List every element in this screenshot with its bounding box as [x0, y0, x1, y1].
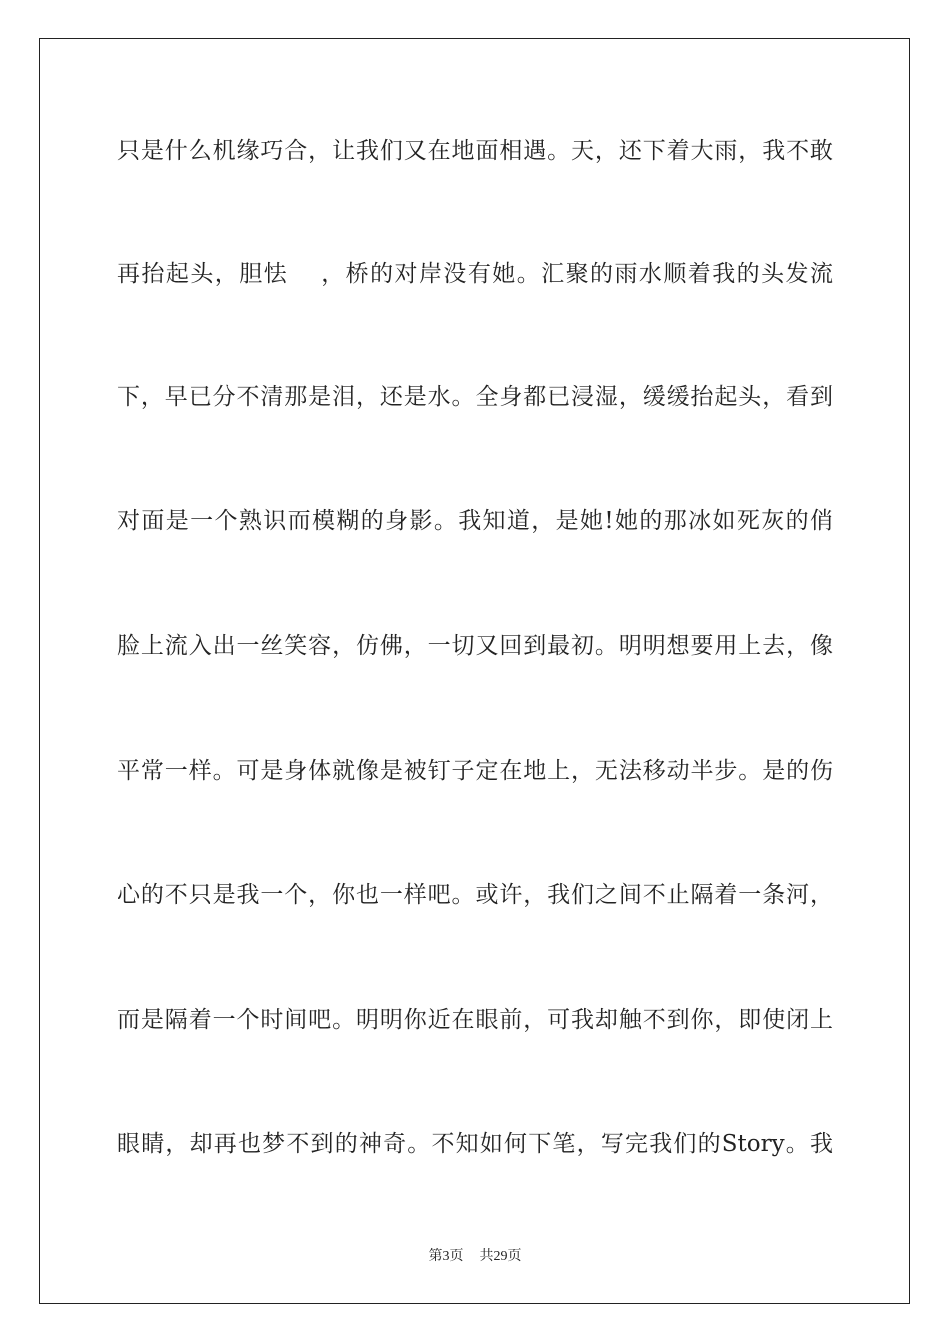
page-number: 第3页 [428, 1249, 464, 1264]
page-footer [0, 1248, 950, 1266]
body-text-line: 脸上流入出一丝笑容，仿佛，一切又回到最初。明明想要用上去，像 [117, 633, 833, 659]
body-text-line: 只是什么机缘巧合，让我们又在地面相遇。天，还下着大雨，我不敢 [117, 138, 833, 164]
body-text-line: 而是隔着一个时间吧。明明你近在眼前，可我却触不到你，即使闭上 [117, 1007, 833, 1033]
body-text-line: 再抬起头，胆怯 ，桥的对岸没有她。汇聚的雨水顺着我的头发流 [117, 261, 833, 287]
body-text-line: 平常一样。可是身体就像是被钉子定在地上，无法移动半步。是的伤 [117, 758, 833, 784]
body-text-line: 对面是一个熟识而模糊的身影。我知道，是她!她的那冰如死灰的俏 [117, 508, 833, 534]
body-text-line: 下，早已分不清那是泪，还是水。全身都已浸湿，缓缓抬起头，看到 [117, 384, 833, 410]
body-text-line: 心的不只是我一个，你也一样吧。或许，我们之间不止隔着一条河， [117, 882, 833, 908]
body-text-line: 眼睛，却再也梦不到的神奇。不知如何下笔，写完我们的Story。我 [117, 1131, 833, 1157]
page-border [39, 38, 910, 1304]
page-total: 共29页 [479, 1249, 522, 1264]
